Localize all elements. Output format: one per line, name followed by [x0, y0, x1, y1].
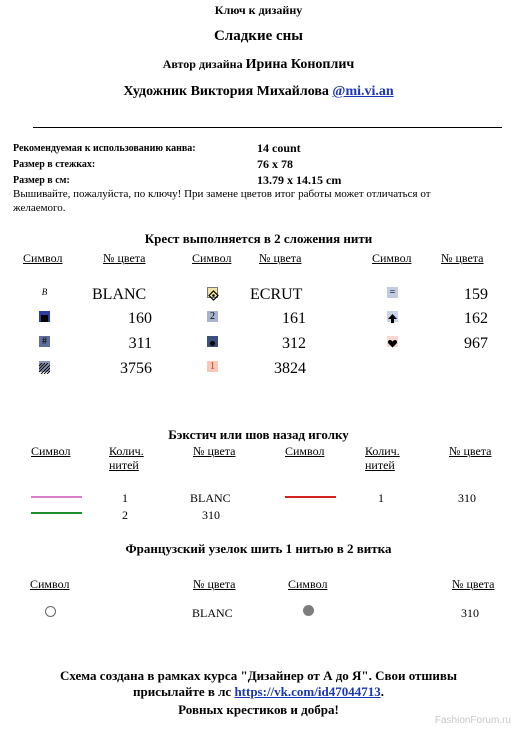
- key-title: Ключ к дизайну: [214, 3, 303, 17]
- backstitch-col-count-1: [109, 444, 144, 472]
- number-two-icon: 2: [207, 311, 218, 322]
- backstitch-color-1: BLANC: [190, 491, 231, 505]
- backstitch-count-2: 1: [378, 491, 384, 505]
- cross-col-color-2: № цвета: [259, 251, 302, 265]
- cross-color-160: 160: [128, 310, 152, 327]
- stitches-label: Размер в стежках:: [13, 159, 96, 170]
- backstitch-col-count-1-line1: Колич.: [109, 444, 144, 458]
- backstitch-col-symbol-2: Символ: [285, 444, 325, 458]
- backstitch-col-count-2-line1: Колич.: [365, 444, 400, 458]
- heart-icon: [387, 336, 398, 347]
- footer-prefix: присылайте в лс: [133, 684, 235, 699]
- backstitch-count-3: 2: [122, 508, 128, 522]
- cross-color-311: 311: [128, 335, 152, 352]
- cross-col-symbol-2: Символ: [192, 251, 232, 265]
- artist-line: [0, 84, 517, 100]
- cross-color-312: 312: [282, 335, 306, 352]
- author-line: [0, 57, 517, 73]
- backstitch-count-1: 1: [122, 491, 128, 505]
- equals-icon: =: [387, 287, 398, 298]
- dot-square-icon: [207, 336, 218, 347]
- artist-label: Художник Виктория Михайлова: [123, 84, 329, 99]
- canvas-value: 14 count: [257, 141, 301, 155]
- note-line-2: желаемого.: [13, 202, 66, 214]
- backstitch-col-count-2-line2: нитей: [365, 458, 395, 472]
- cross-color-159: 159: [464, 286, 488, 303]
- black-square-icon: [39, 311, 50, 322]
- arrow-up-icon: [387, 311, 398, 322]
- cross-color-3824: 3824: [274, 360, 306, 377]
- cross-color-blanc: BLANC: [92, 286, 147, 303]
- backstitch-col-color-1: № цвета: [193, 444, 236, 458]
- backstitch-col-count-1-line2: нитей: [109, 458, 139, 472]
- backstitch-col-color-2: № цвета: [449, 444, 492, 458]
- gray-circle-icon: [303, 605, 314, 616]
- french-color-2: 310: [461, 606, 479, 620]
- cross-color-161: 161: [282, 310, 306, 327]
- stitches-value: 76 x 78: [257, 157, 293, 171]
- red-line-icon: [285, 496, 336, 498]
- cross-col-color-3: № цвета: [441, 251, 484, 265]
- hatched-square-icon: [39, 361, 50, 372]
- size-cm-label: Размер в см:: [13, 175, 70, 186]
- size-cm-value: 13.79 x 14.15 cm: [257, 173, 342, 187]
- french-color-1: BLANC: [192, 606, 233, 620]
- cross-color-ecrut: ECRUT: [250, 286, 303, 303]
- green-line-icon: [31, 512, 82, 514]
- canvas-label: Рекомендуемая к использованию канва:: [13, 143, 196, 154]
- cross-col-symbol-3: Символ: [372, 251, 412, 265]
- open-circle-icon: [45, 606, 56, 617]
- footer-line-1: Схема создана в рамках курса "Дизайнер от А до Я". Свои отшивы: [59, 668, 458, 683]
- hash-icon: #: [39, 336, 50, 347]
- footer-line-3: Ровных крестиков и добра!: [178, 702, 339, 717]
- divider: [33, 127, 502, 128]
- footer-line-2: [0, 684, 517, 700]
- number-one-icon: 1: [207, 361, 218, 372]
- author-label: Автор дизайна: [162, 57, 243, 71]
- french-col-symbol-2: Символ: [288, 577, 328, 591]
- pink-line-icon: [31, 496, 82, 498]
- author-name: Ирина Коноплич: [245, 57, 355, 72]
- watermark: FashionForum.ru: [434, 715, 511, 726]
- backstitch-color-2: 310: [458, 491, 476, 505]
- footer-suffix: .: [380, 684, 384, 699]
- cross-color-967: 967: [464, 335, 488, 352]
- cross-col-symbol-1: Символ: [23, 251, 63, 265]
- backstitch-col-symbol-1: Символ: [31, 444, 71, 458]
- note-line-1: Вышивайте, пожалуйста, по ключу! При замене цветов итог работы может отличаться от: [13, 188, 431, 200]
- french-col-symbol-1: Символ: [30, 577, 70, 591]
- backstitch-col-count-2: [365, 444, 400, 472]
- french-col-color-1: № цвета: [193, 577, 236, 591]
- diamond-icon: [207, 287, 218, 298]
- cross-title: Крест выполняется в 2 сложения нити: [144, 231, 373, 246]
- french-col-color-2: № цвета: [452, 577, 495, 591]
- b-letter-icon: B: [41, 287, 48, 297]
- backstitch-title: Бэкстич или шов назад иголку: [168, 427, 349, 442]
- vk-profile-link[interactable]: https://vk.com/id47044713: [234, 684, 381, 699]
- french-title: Французский узелок шить 1 нитью в 2 витка: [125, 541, 392, 556]
- design-name: Сладкие сны: [213, 28, 304, 44]
- artist-handle-link[interactable]: @mi.vi.an: [332, 84, 394, 99]
- cross-col-color-1: № цвета: [103, 251, 146, 265]
- cross-color-3756: 3756: [120, 360, 152, 377]
- backstitch-color-3: 310: [202, 508, 220, 522]
- cross-color-162: 162: [464, 310, 488, 327]
